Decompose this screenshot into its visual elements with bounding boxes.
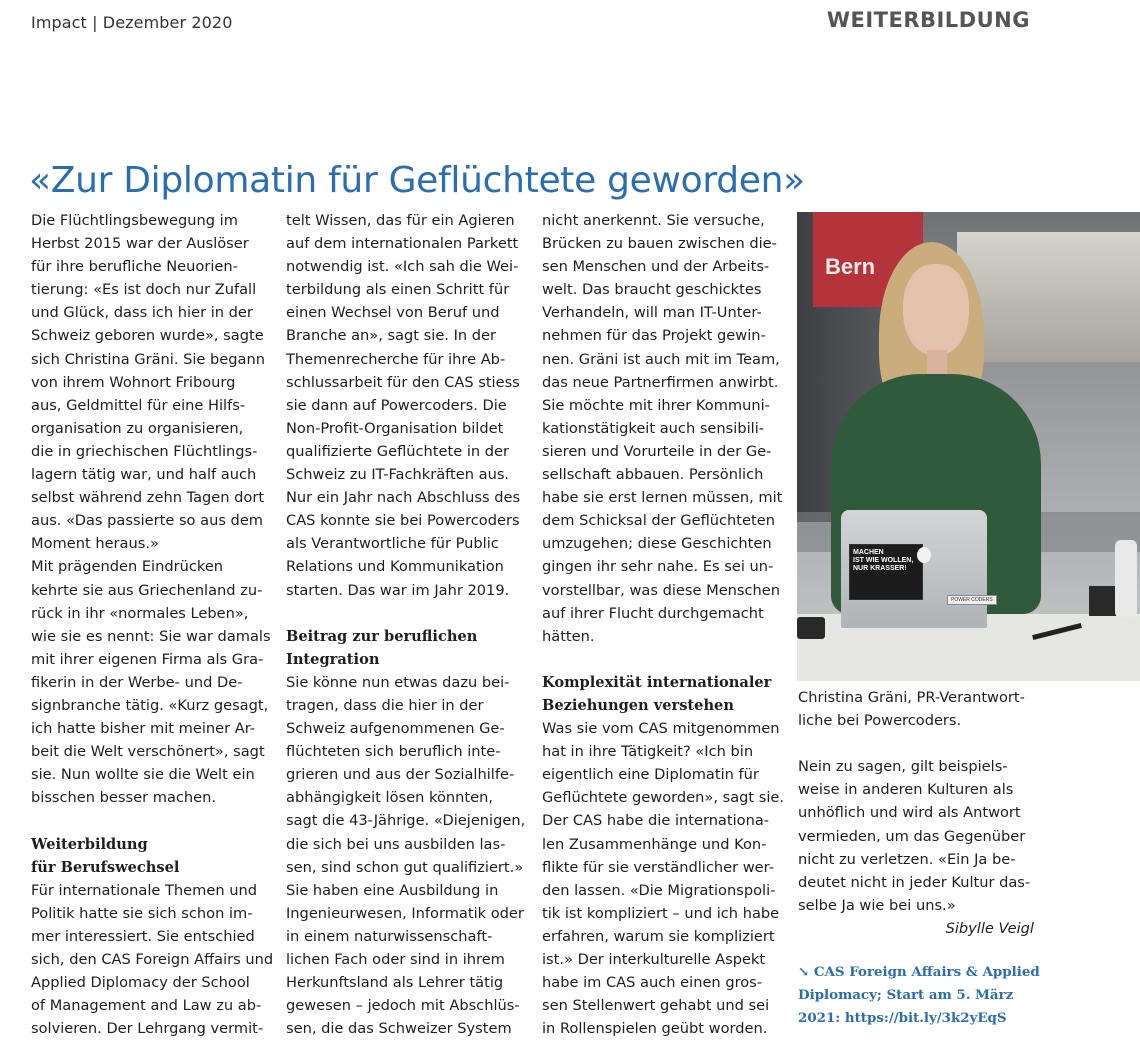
col3-body-2 [542, 717, 785, 1040]
col2-body [286, 209, 526, 602]
text-line: nen. Gräni ist auch mit im Team, [542, 350, 780, 368]
text-line: nicht anerkennt. Sie versuche, [542, 212, 765, 229]
text-line: grieren und aus der Sozialhilfe- [286, 766, 515, 784]
text-line: hat in ihre Tätigkeit? «Ich bin [542, 743, 754, 761]
text-line: sen, sind schon gut qualifiziert.» [286, 858, 524, 876]
text-line: den lassen. «Die Migrationspoli- [542, 881, 776, 899]
text-line: bisschen besser machen. [31, 789, 217, 807]
col2-subheading [286, 625, 526, 671]
text-line: MACHEN [853, 549, 884, 556]
text-line: eigentlich eine Diplomatin für [542, 766, 759, 784]
text-line: Relations und Kommunikation [286, 558, 504, 576]
text-line: die in griechischen Flüchtlings- [31, 442, 258, 460]
text-line: das neue Partnerfirmen anwirbt. [542, 373, 779, 391]
text-line: nicht zu verletzen. «Ein Ja be- [798, 850, 1016, 868]
text-line: einen Wechsel von Beruf und [286, 304, 500, 322]
text-line: Schweiz zu IT-Fachkräften aus. [286, 466, 510, 484]
text-line: rück in ihr «normales Leben», [31, 604, 249, 622]
text-line: Mit prägenden Eindrücken [31, 558, 224, 576]
text-line: CAS konnte sie bei Powercoders [286, 512, 520, 530]
text-line: auf dem internationalen Parkett [286, 235, 519, 253]
text-line: selbst während zehn Tagen dort [31, 489, 265, 507]
text-line: of Management and Law zu ab- [31, 997, 262, 1015]
text-line: 2021: https://bit.ly/3k2yEqS [798, 1010, 1007, 1026]
column-2 [286, 209, 526, 1040]
text-line: Branche an», sagt sie. In der [286, 327, 497, 345]
text-line: in einem naturwissenschaft- [286, 927, 493, 945]
text-line: Weiterbildung [31, 835, 148, 853]
text-line: ich hatte bisher mit meiner Ar- [31, 720, 256, 738]
laptop-sticker-text [853, 549, 913, 573]
text-line: weise in anderen Kulturen als [798, 781, 1014, 799]
text-line: sie. Nun wollte sie die Welt ein [31, 766, 255, 784]
text-line: organisation zu organisieren, [31, 419, 244, 437]
text-line: Verhandeln, will man IT-Unter- [542, 304, 762, 322]
text-line: gewesen – jedoch mit Abschlüs- [286, 997, 520, 1015]
text-line: in Rollenspielen geübt worden. [542, 1020, 768, 1038]
column-1 [31, 209, 274, 1040]
text-line: aus. «Das passierte so aus dem [31, 512, 264, 530]
text-line: Nein zu sagen, gilt beispiels- [798, 758, 1008, 776]
text-line: auf ihrer Flucht durchgemacht [542, 604, 764, 622]
text-line: qualifizierte Geflüchtete in der [286, 442, 510, 460]
text-line: kehrte sie aus Griechenland zu- [31, 581, 263, 599]
text-line: flüchteten sich beruflich inte- [286, 743, 501, 761]
section-label: WEITERBILDUNG [826, 8, 1030, 32]
text-line: schlussarbeit für den CAS stiess [286, 373, 520, 391]
text-line: Sie möchte mit ihrer Kommuni- [542, 396, 770, 414]
text-line: solvieren. Der Lehrgang vermit- [31, 1020, 264, 1038]
text-line: lagern tätig war, und half auch [31, 466, 257, 484]
text-line: Politik hatte sie sich schon im- [31, 904, 253, 922]
text-line: signbranche tätig. «Kurz gesagt, [31, 696, 269, 714]
text-line: habe sie erst lernen müssen, mit [542, 489, 783, 507]
text-line: starten. Das war im Jahr 2019. [286, 581, 510, 599]
text-line: tierung: «Es ist doch nur Zufall [31, 281, 257, 299]
col3-body [542, 209, 782, 648]
text-line: nehmen für das Projekt gewin- [542, 327, 766, 345]
text-line: NUR KRASSER! [853, 565, 907, 572]
text-line: sie dann auf Powercoders. Die [286, 396, 507, 414]
text-line: sen, die das Schweizer System [286, 1020, 512, 1038]
text-line: sich Christina Gräni. Sie begann [31, 350, 265, 368]
text-line: sieren und Vorurteile in der Ge- [542, 442, 772, 460]
text-line: sen Stellenwert gehabt und sei [542, 997, 770, 1015]
text-line: gingen ihr sehr nahe. Es sei un- [542, 558, 774, 576]
photo-caption [798, 686, 1034, 732]
text-line: Moment heraus.» [31, 535, 159, 553]
text-line: ist.» Der interkulturelle Aspekt [542, 951, 766, 968]
text-line: sellschaft abbauen. Persönlich [542, 466, 764, 484]
text-line: mer interessiert. Sie entschied [31, 927, 255, 945]
col1-body-2 [31, 879, 274, 1041]
column-4 [798, 686, 1034, 940]
text-line: lichen Fach oder sind in ihrem [286, 951, 505, 968]
text-line: Sie haben eine Ausbildung in [286, 881, 499, 899]
course-info-link[interactable] [798, 961, 1040, 1030]
text-line: abhängigkeit lösen könnten, [286, 789, 493, 807]
text-line: telt Wissen, das für ein Agieren [286, 212, 515, 229]
text-line: Nur ein Jahr nach Abschluss des [286, 489, 521, 507]
laptop-sticker-2: POWER CODERS [947, 595, 997, 605]
text-line: Geflüchtete geworden», sagt sie. [542, 789, 785, 807]
text-line: len Zusammenhänge und Kon- [542, 835, 767, 853]
text-line: umzugehen; diese Geschichten [542, 535, 772, 553]
text-line: Beziehungen verstehen [542, 696, 734, 714]
text-line: unhöflich und wird als Antwort [798, 804, 1021, 822]
text-line: kationstätigkeit auch sensibili- [542, 419, 765, 437]
text-line: selbe Ja wie bei uns.» [798, 896, 956, 914]
text-line: notwendig ist. «Ich sah die Wei- [286, 258, 519, 276]
text-line: Der CAS habe die internationa- [542, 812, 770, 830]
text-line: Für internationale Themen und [31, 881, 257, 899]
text-line: flikte für sie verständlicher wer- [542, 858, 774, 876]
text-line: für Berufswechsel [31, 858, 180, 876]
col1-subheading [31, 833, 271, 879]
text-line: welt. Das braucht geschicktes [542, 281, 762, 299]
text-line: Brücken zu bauen zwischen die- [542, 235, 777, 253]
text-line: dem Schicksal der Geflüchteten [542, 512, 775, 530]
text-line: für ihre berufliche Neuorien- [31, 258, 238, 276]
wall-sign-text: Bern [825, 254, 876, 279]
text-line: mit ihrer eigenen Firma als Gra- [31, 650, 264, 668]
text-line: Herkunftsland als Lehrer tätig [286, 974, 504, 992]
text-line: habe im CAS auch einen gros- [542, 974, 763, 992]
text-line: Non-Profit-Organisation bildet [286, 419, 504, 437]
text-line: Was sie vom CAS mitgenommen [542, 720, 780, 738]
text-line: hätten. [542, 627, 595, 645]
text-line: beit die Welt verschönert», sagt [31, 743, 265, 761]
text-line: fikerin in der Werbe- und De- [31, 673, 243, 691]
text-line: Christina Gräni, PR-Verantwort- [798, 689, 1025, 706]
issue-label: Impact | Dezember 2020 [31, 13, 233, 32]
author-signature: Sibylle Veigl [945, 919, 1034, 937]
text-line: Applied Diplomacy der School [31, 974, 250, 992]
text-line: vermieden, um das Gegenüber [798, 827, 1026, 845]
text-line: sagt die 43-Jährige. «Diejenigen, [286, 812, 526, 830]
col3-subheading [542, 671, 782, 717]
text-line: Herbst 2015 war der Auslöser [31, 235, 249, 253]
text-line: Ingenieurwesen, Informatik oder [286, 904, 524, 922]
col2-body-2 [286, 671, 526, 1041]
text-line: terbildung als einen Schritt für [286, 281, 510, 299]
text-line: tik ist kompliziert – und ich habe [542, 904, 780, 922]
text-line: die sich bei uns ausbilden las- [286, 835, 506, 853]
col4-body [798, 755, 1034, 917]
text-line: Integration [286, 650, 380, 668]
text-line: aus, Geldmittel für eine Hilfs- [31, 396, 246, 414]
column-3 [542, 209, 785, 1040]
text-line: deutet nicht in jeder Kultur das- [798, 873, 1031, 891]
col1-body [31, 209, 271, 809]
text-line: Sie könne nun etwas dazu bei- [286, 673, 510, 691]
text-line: sich, den CAS Foreign Affairs und [31, 951, 274, 968]
article-headline: «Zur Diplomatin für Geflüchtete geworden» [29, 160, 805, 201]
text-line: Komplexität internationaler [542, 673, 772, 691]
text-line: sen Menschen und der Arbeits- [542, 258, 770, 276]
text-line: vorstellbar, was diese Menschen [542, 581, 781, 599]
text-line: ↘ CAS Foreign Affairs & Applied [798, 964, 1040, 980]
text-line: von ihrem Wohnort Fribourg [31, 373, 236, 391]
text-line: liche bei Powercoders. [798, 712, 962, 730]
text-line: Schweiz aufgenommenen Ge- [286, 720, 505, 738]
text-line: IST WIE WOLLEN, [853, 557, 914, 564]
text-line: Schweiz geboren wurde», sagte [31, 327, 264, 345]
portrait-photo [797, 212, 1140, 681]
text-line: erfahren, warum sie kompliziert [542, 927, 775, 945]
text-line: tragen, dass die hier in der [286, 696, 484, 714]
text-line: als Verantwortliche für Public [286, 535, 499, 553]
text-line: und Glück, dass ich hier in der [31, 304, 253, 322]
text-line: Die Flüchtlingsbewegung im [31, 212, 238, 229]
text-line: Diplomacy; Start am 5. März [798, 987, 1014, 1003]
text-line: wie sie es nennt: Sie war damals [31, 627, 271, 645]
text-line: Themenrecherche für ihre Ab- [286, 350, 506, 368]
text-line: Beitrag zur beruflichen [286, 627, 478, 645]
